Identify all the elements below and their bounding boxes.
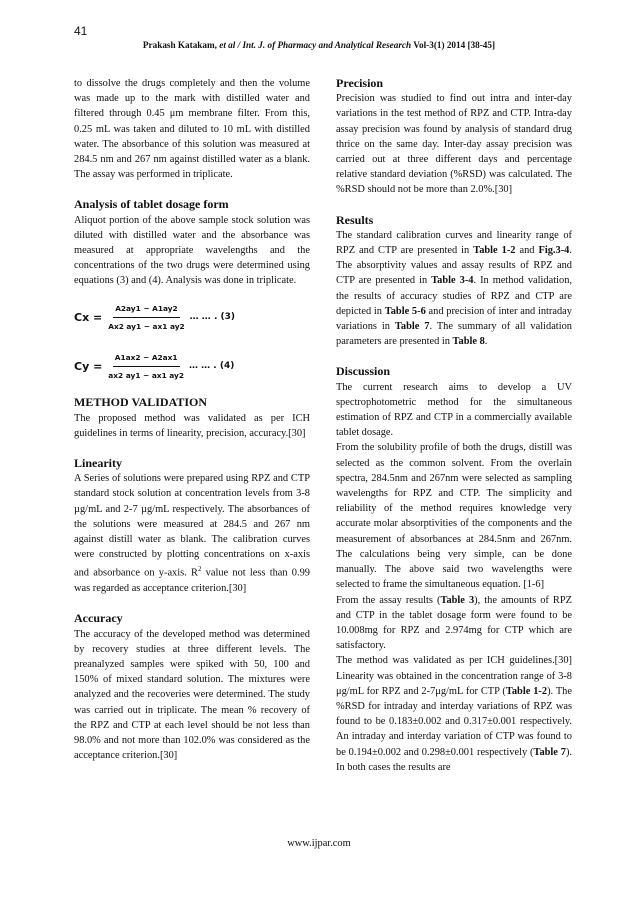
heading-linearity: Linearity <box>74 456 122 471</box>
page-number: 41 <box>74 24 88 38</box>
ref-table-3: Table 3 <box>440 594 475 606</box>
paragraph-precision: Precision was studied to find out intra and inter-day variations in the test method of RPZ and CTP. Intra-day assay precision was found by analysis of standard drug thrice on the same day. Inter-day assay precision was carried out at three different days and percentage relative standard deviation (%RSD) was calculated. The %RSD should not be more than 2.0%.[30] <box>336 93 572 196</box>
paragraph-discussion-2: From the solubility profile of both the drugs, distill was selected as the common solvent. From the overlain spectra, 284.5nm and 267nm were selected as sampling wavelengths for RPZ and CTP. The simplicity and reliability of the method requires knowledge very accurate molar absorptivities of the components and the measurement of absorbances at 284.5nm and 267nm. The calculations being very simple, can be done manually. The above said two wavelengths were selected to frame the simultaneous equation. [1-6] <box>336 442 572 591</box>
paragraph-results: The standard calibration curves and linearity range of RPZ and CTP are presented in Table 1-2 and Fig.3-4. The absorptivity values and assay results of RPZ and CTP are presented in Table 3-4. In method validation, the results of accuracy studies of RPZ and CTP are depicted in Table 5-6 and precision of inter and intraday variations in Table 7. The summary of all validation parameters are presented in Table 8. <box>336 229 573 348</box>
eq3-numerator: A2ay1 − A1ay2 <box>113 301 180 318</box>
eq3-label: … … . (3) <box>189 311 235 322</box>
eq3-fraction <box>106 301 186 334</box>
ref-fig-3-4: Fig.3-4 <box>538 245 570 257</box>
footer-url: www.ijpar.com <box>287 838 351 849</box>
paragraph-accuracy: The accuracy of the developed method was determined by recovery studies at three different levels. The preanalyzed samples were spiked with 50, 100 and 150% of mixed standard solution. The mixtures were analyzed and the recoveries were determined. The study was carried out in triplicate. The mean % recovery of the RPZ and CTP at each level should be not less than 98.0% and not more than 102.0% was considered as the acceptance criterion.[30] <box>74 628 310 762</box>
heading-results: Results <box>336 212 374 227</box>
left-column <box>74 76 310 763</box>
heading-precision: Precision <box>336 76 384 90</box>
eq3-denominator: Ax2 ay1 − ax1 ay2 <box>108 321 185 331</box>
equation-3 <box>74 301 310 334</box>
header-author: Prakash Katakam, <box>142 40 217 50</box>
ref-table-1-2: Table 1-2 <box>473 245 516 257</box>
eq4-fraction <box>106 350 186 383</box>
eq4-denominator: ax2 ay1 − ax1 ay2 <box>108 371 185 381</box>
paragraph-discussion-4: The method was validated as per ICH guidelines.[30] Linearity was obtained in the concentration range of 3-8 μg/mL for RPZ and 2-7μg/mL for CTP (Table 1-2). The %RSD for intraday and interday variations of RPZ was found to be 0.183±0.002 and 0.317±0.001 respectively. An intraday and interday variation of CTP was found to be 0.194±0.002 and 0.298±0.001 respectively (Table 7). In both cases the results are <box>336 655 572 773</box>
paragraph-analysis: Aliquot portion of the above sample stock solution was diluted with distilled water and the absorbance was measured at appropriate wavelengths and the concentrations of the two drugs were determined using equations (3) and (4). Analysis was done in triplicate. <box>74 214 310 287</box>
r-squared-superscript: 2 <box>197 565 202 574</box>
right-column <box>336 76 572 775</box>
paragraph-method-validation: The proposed method was validated as per ICH guidelines in terms of linearity, precision, accuracy.[30] <box>74 412 310 439</box>
ref-table-3-4: Table 3-4 <box>431 275 474 287</box>
heading-accuracy: Accuracy <box>74 611 123 626</box>
ref-table-8: Table 8 <box>452 336 485 348</box>
heading-analysis: Analysis of tablet dosage form <box>74 197 229 212</box>
equation-4 <box>74 350 310 383</box>
running-header <box>0 40 638 50</box>
paragraph-discussion-3: From the assay results (Table 3), the amounts of RPZ and CTP in the tablet dosage form were found to be 10.008mg for RPZ and 2.974mg for CTP which are satisfactory. <box>336 594 572 652</box>
header-volume: Vol-3(1) 2014 [38-45] <box>413 40 496 50</box>
ref-table-5-6: Table 5-6 <box>384 305 426 317</box>
paragraph-dissolve: to dissolve the drugs completely and then the volume was made up to the mark with distilled water and filtered through 0.45 μm membrane filter. From this, 0.25 mL was taken and diluted to 10 mL with distilled water. The absorbance of this solution was measured at 284.5 nm and 267 nm against distilled water as a blank. The assay was performed in triplicate. <box>74 78 310 181</box>
ref-table-7-b: Table 7 <box>533 746 566 758</box>
ref-table-1-2-b: Table 1-2 <box>505 685 548 697</box>
eq4-numerator: A1ax2 − A2ax1 <box>113 350 180 367</box>
header-journal: et al / Int. J. of Pharmacy and Analytical Research <box>219 40 412 50</box>
paragraph-discussion-1: The current research aims to develop a UV spectrophotometric method for the simultaneous estimation of RPZ and CTP in a commercially available tablet dosage. <box>336 381 572 439</box>
ref-table-7: Table 7 <box>394 321 430 333</box>
heading-method-validation: METHOD VALIDATION <box>74 395 208 410</box>
eq4-label: … … . (4) <box>189 361 235 372</box>
eq4-lhs: Cy = <box>74 360 103 374</box>
heading-discussion: Discussion <box>336 364 391 379</box>
paragraph-linearity: A Series of solutions were prepared using RPZ and CTP standard stock solution at concentration levels from 3-8 µg/mL and 2-7 µg/mL respectively. The absorbances of the solutions were measured at 284.5 and 267 nm against distill water as blank. The calibration curves were constructed by plotting concentrations on x-axis and absorbance on y-axis. $R^2$ value not less than 0.99 was regarded as acceptance criterion.[30] <box>74 473 310 595</box>
eq3-lhs: Cx = <box>74 310 103 324</box>
